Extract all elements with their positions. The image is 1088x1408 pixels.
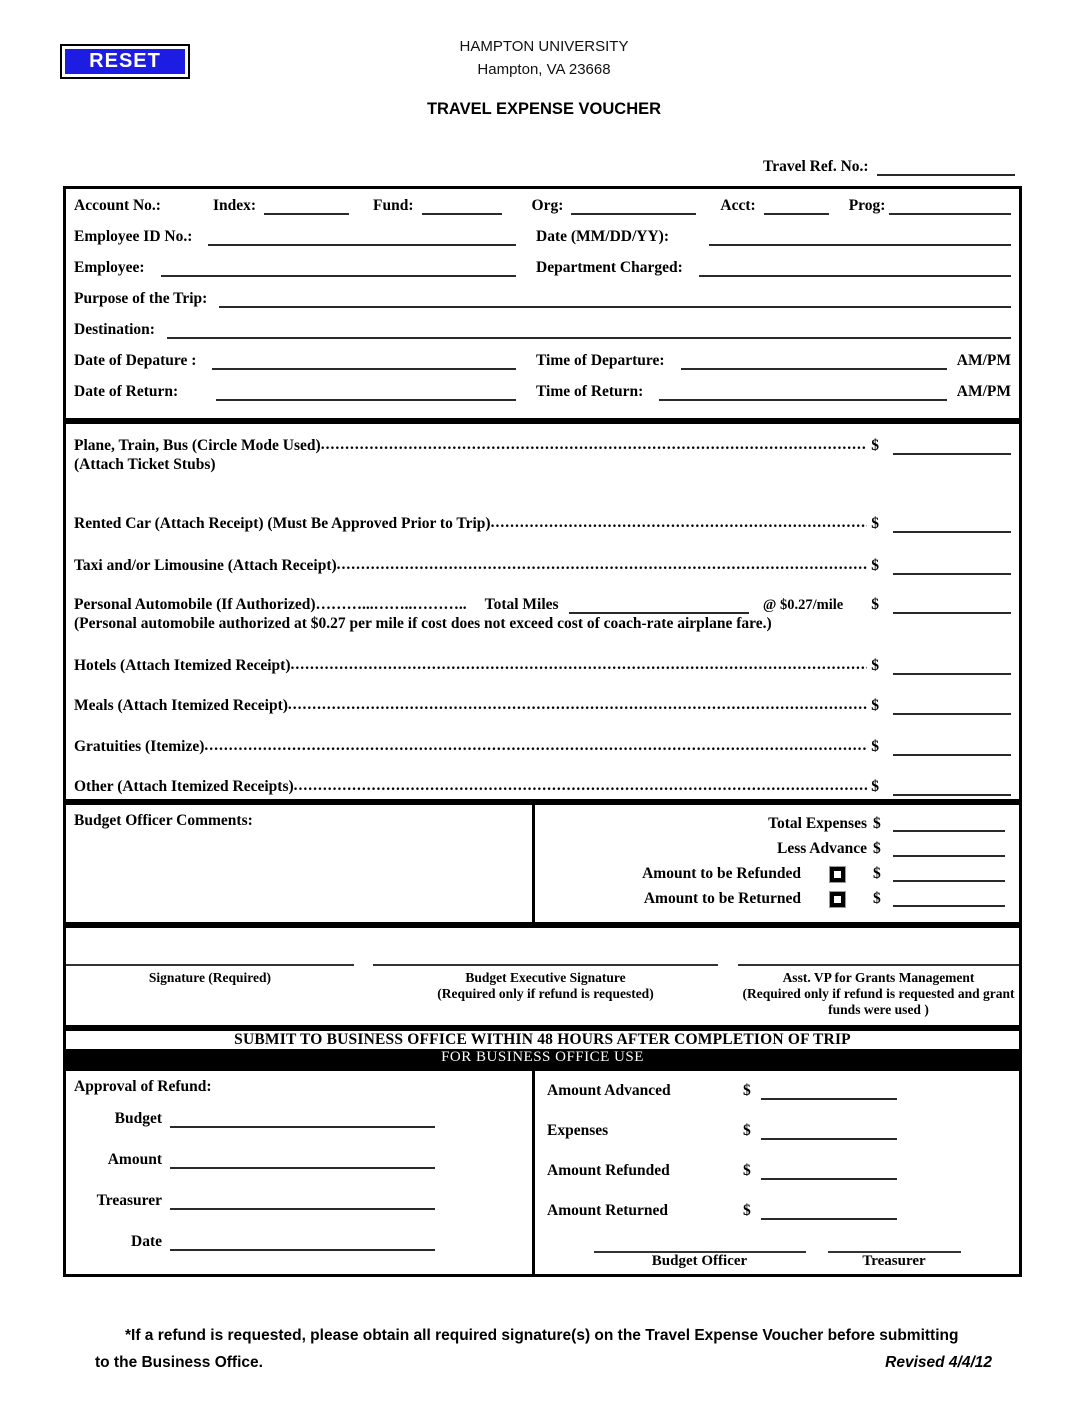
university-header	[0, 38, 1088, 78]
dot-leader	[288, 696, 867, 715]
date-departure-label: Date of Depature :	[74, 352, 197, 369]
university-address: Hampton, VA 23668	[477, 61, 611, 78]
gratuities-row	[74, 737, 1011, 756]
amount-returned-currency: $	[743, 1202, 751, 1219]
personal-auto-currency: $	[871, 596, 879, 613]
refund-checkbox[interactable]	[830, 867, 845, 882]
fund-label: Fund:	[373, 197, 414, 214]
budget-approval-row	[74, 1110, 524, 1128]
date-input[interactable]	[709, 231, 1011, 246]
personal-auto-amount-input[interactable]	[893, 599, 1011, 614]
index-input[interactable]	[264, 200, 349, 215]
signature-label: Signature (Required)	[148, 970, 272, 985]
treasurer-approval-row	[74, 1192, 524, 1210]
plane-currency: $	[871, 437, 879, 454]
purpose-input[interactable]	[219, 293, 1011, 308]
destination-row	[74, 321, 1011, 339]
return-checkbox[interactable]	[830, 892, 845, 907]
other-label: Other (Attach Itemized Receipts)	[74, 778, 294, 795]
amount-advanced-currency: $	[743, 1082, 751, 1099]
budget-exec-signature-line[interactable]	[373, 964, 718, 966]
travel-ref-label: Travel Ref. No.:	[763, 158, 869, 175]
bo-expenses-label: Expenses	[547, 1122, 609, 1139]
acct-input[interactable]	[764, 200, 829, 215]
hotels-label: Hotels (Attach Itemized Receipt)	[74, 657, 291, 674]
plane-note: (Attach Ticket Stubs)	[74, 456, 216, 473]
dot-leader	[491, 514, 868, 533]
departure-row	[74, 352, 1011, 370]
prog-input[interactable]	[889, 200, 1011, 215]
department-label: Department Charged:	[536, 259, 683, 276]
expenses-row	[547, 1122, 1007, 1140]
destination-input[interactable]	[167, 324, 1011, 339]
trip-info-section	[63, 186, 1022, 421]
return-ampm-label: AM/PM	[956, 383, 1011, 400]
amount-refunded-input[interactable]	[761, 1165, 897, 1180]
refunded-label: Amount to be Refunded	[642, 865, 801, 882]
destination-label: Destination:	[74, 321, 155, 338]
meals-row	[74, 696, 1011, 715]
summary-section	[63, 802, 1022, 925]
rented-car-label: Rented Car (Attach Receipt) (Must Be Approved Prior to Trip)	[74, 515, 491, 532]
employee-signature-block	[66, 964, 354, 986]
employee-id-label: Employee ID No.:	[74, 228, 193, 245]
bo-expenses-input[interactable]	[761, 1125, 897, 1140]
travel-ref-input[interactable]	[877, 161, 1015, 176]
refund-row	[545, 865, 1009, 883]
employee-id-input[interactable]	[208, 231, 516, 246]
prog-label: Prog:	[848, 197, 886, 214]
budget-exec-signature-label: Budget Executive Signature	[465, 970, 626, 985]
time-departure-input[interactable]	[681, 355, 947, 370]
less-advance-row	[545, 840, 1009, 858]
index-label: Index:	[212, 197, 257, 214]
taxi-row	[74, 556, 1011, 575]
amount-returned-row	[547, 1202, 1007, 1220]
time-return-input[interactable]	[659, 386, 946, 401]
amount-advanced-input[interactable]	[761, 1085, 897, 1100]
less-advance-input[interactable]	[893, 842, 1005, 857]
less-advance-label: Less Advance	[777, 840, 867, 857]
other-amount-input[interactable]	[893, 781, 1011, 796]
refund-amount-input[interactable]	[893, 867, 1005, 882]
date-approval-row	[74, 1233, 524, 1251]
signatures-section	[63, 925, 1022, 1028]
budget-label: Budget	[114, 1110, 162, 1127]
dot-leader	[337, 556, 868, 575]
department-input[interactable]	[699, 262, 1011, 277]
total-expenses-label: Total Expenses	[768, 815, 867, 832]
rented-car-currency: $	[871, 515, 879, 532]
meals-amount-input[interactable]	[893, 700, 1011, 715]
treasurer-sig-label: Treasurer	[862, 1253, 926, 1269]
grants-vp-signature-block	[738, 964, 1019, 1018]
plane-label: Plane, Train, Bus (Circle Mode Used)	[74, 437, 321, 454]
return-currency: $	[873, 890, 881, 907]
rate-label: @ $0.27/mile	[762, 597, 844, 613]
approval-of-refund-area	[66, 1071, 535, 1274]
grants-vp-signature-note: (Required only if refund is requested and grant funds were used )	[742, 986, 1015, 1017]
return-row	[74, 383, 1011, 401]
amount-returned-label: Amount Returned	[547, 1202, 668, 1219]
org-input[interactable]	[571, 200, 696, 215]
total-expenses-input[interactable]	[893, 817, 1005, 832]
treasurer-signature-block	[828, 1251, 961, 1270]
grants-vp-signature-line[interactable]	[738, 964, 1019, 966]
date-departure-input[interactable]	[212, 355, 516, 370]
personal-auto-label: Personal Automobile (If Authorized)………...……..………..	[74, 596, 467, 613]
reset-button[interactable]: RESET	[60, 44, 190, 79]
amount-refunded-label: Amount Refunded	[547, 1162, 670, 1179]
dot-leader	[291, 656, 868, 675]
plane-amount-input[interactable]	[893, 440, 1011, 455]
gratuities-currency: $	[871, 738, 879, 755]
submit-banner-section	[63, 1028, 1022, 1068]
rented-car-amount-input[interactable]	[893, 518, 1011, 533]
business-office-amounts-area	[535, 1071, 1019, 1274]
time-departure-label: Time of Departure:	[536, 352, 665, 369]
purpose-label: Purpose of the Trip:	[74, 290, 208, 307]
personal-auto-note: (Personal automobile authorized at $0.27 per mile if cost does not exceed cost of coach-rate airplane fare.)	[74, 615, 772, 632]
comments-area[interactable]	[66, 805, 535, 922]
amount-advanced-label: Amount Advanced	[547, 1082, 671, 1099]
amount-refunded-currency: $	[743, 1162, 751, 1179]
dot-leader	[204, 737, 867, 756]
other-currency: $	[871, 778, 879, 795]
treasurer-approval-input[interactable]	[170, 1195, 435, 1210]
revised-date: Revised 4/4/12	[885, 1354, 992, 1371]
business-office-use-banner: FOR BUSINESS OFFICE USE	[66, 1049, 1019, 1066]
account-no-label: Account No.:	[74, 197, 161, 214]
date-label: Date (MM/DD/YY):	[536, 228, 669, 245]
travel-ref-row	[763, 158, 1015, 176]
expenses-section	[63, 421, 1022, 802]
time-return-label: Time of Return:	[536, 383, 644, 400]
page-title: TRAVEL EXPENSE VOUCHER	[426, 100, 662, 118]
amount-refunded-row	[547, 1162, 1007, 1180]
hotels-amount-input[interactable]	[893, 660, 1011, 675]
footer-note	[95, 1322, 992, 1376]
signature-line[interactable]	[66, 964, 354, 966]
personal-auto-row	[74, 596, 1011, 614]
taxi-amount-input[interactable]	[893, 560, 1011, 575]
budget-approval-input[interactable]	[170, 1113, 435, 1128]
amount-approval-row	[74, 1151, 524, 1169]
amount-approval-input[interactable]	[170, 1154, 435, 1169]
university-name: HAMPTON UNIVERSITY	[459, 38, 629, 55]
org-label: Org:	[531, 197, 564, 214]
gratuities-label: Gratuities (Itemize)	[74, 738, 205, 755]
employee-id-row	[74, 228, 1011, 246]
budget-exec-signature-block	[373, 964, 718, 1002]
footer-note-line2: to the Business Office.	[95, 1354, 263, 1371]
employee-input[interactable]	[161, 262, 516, 277]
budget-officer-signature-block	[594, 1251, 806, 1270]
return-amount-input[interactable]	[893, 892, 1005, 907]
budget-exec-signature-note: (Required only if refund is requested)	[437, 986, 654, 1001]
date-approval-input[interactable]	[170, 1236, 435, 1251]
comments-label: Budget Officer Comments:	[74, 812, 253, 829]
other-row	[74, 777, 1011, 796]
date-return-label: Date of Return:	[74, 383, 179, 400]
employee-row	[74, 259, 1011, 277]
amount-advanced-row	[547, 1082, 1007, 1100]
plane-row	[74, 436, 1011, 455]
fund-input[interactable]	[422, 200, 502, 215]
taxi-currency: $	[871, 557, 879, 574]
employee-label: Employee:	[74, 259, 145, 276]
treasurer-label: Treasurer	[96, 1192, 162, 1209]
grants-vp-signature-label: Asst. VP for Grants Management	[782, 970, 975, 985]
departure-ampm-label: AM/PM	[956, 352, 1011, 369]
rented-car-row	[74, 514, 1011, 533]
meals-currency: $	[871, 697, 879, 714]
taxi-label: Taxi and/or Limousine (Attach Receipt)	[74, 557, 337, 574]
refund-currency: $	[873, 865, 881, 882]
hotels-currency: $	[871, 657, 879, 674]
date-return-input[interactable]	[216, 386, 516, 401]
gratuities-amount-input[interactable]	[893, 741, 1011, 756]
acct-label: Acct:	[720, 197, 756, 214]
dot-leader	[321, 436, 868, 455]
totals-area	[535, 805, 1019, 922]
meals-label: Meals (Attach Itemized Receipt)	[74, 697, 288, 714]
hotels-row	[74, 656, 1011, 675]
total-expenses-row	[545, 815, 1009, 833]
purpose-row	[74, 290, 1011, 308]
budget-officer-label: Budget Officer	[651, 1253, 748, 1269]
date-approval-label: Date	[131, 1233, 162, 1250]
submit-notice: SUBMIT TO BUSINESS OFFICE WITHIN 48 HOURS AFTER COMPLETION OF TRIP	[234, 1031, 851, 1048]
total-expenses-currency: $	[873, 815, 881, 832]
bo-expenses-currency: $	[743, 1122, 751, 1139]
amount-returned-input[interactable]	[761, 1205, 897, 1220]
dot-leader	[294, 777, 868, 796]
amount-label: Amount	[107, 1151, 162, 1168]
less-advance-currency: $	[873, 840, 881, 857]
return-row-summary	[545, 890, 1009, 908]
account-row	[74, 197, 1011, 215]
total-miles-input[interactable]	[569, 599, 749, 614]
total-miles-label: Total Miles	[484, 596, 559, 613]
business-office-signatures	[535, 1251, 1019, 1270]
business-office-section	[63, 1068, 1022, 1277]
approval-label: Approval of Refund:	[74, 1078, 212, 1095]
footer-note-line1: *If a refund is requested, please obtain all required signature(s) on the Travel Expense Voucher before submitting	[125, 1327, 959, 1344]
returned-label: Amount to be Returned	[643, 890, 801, 907]
